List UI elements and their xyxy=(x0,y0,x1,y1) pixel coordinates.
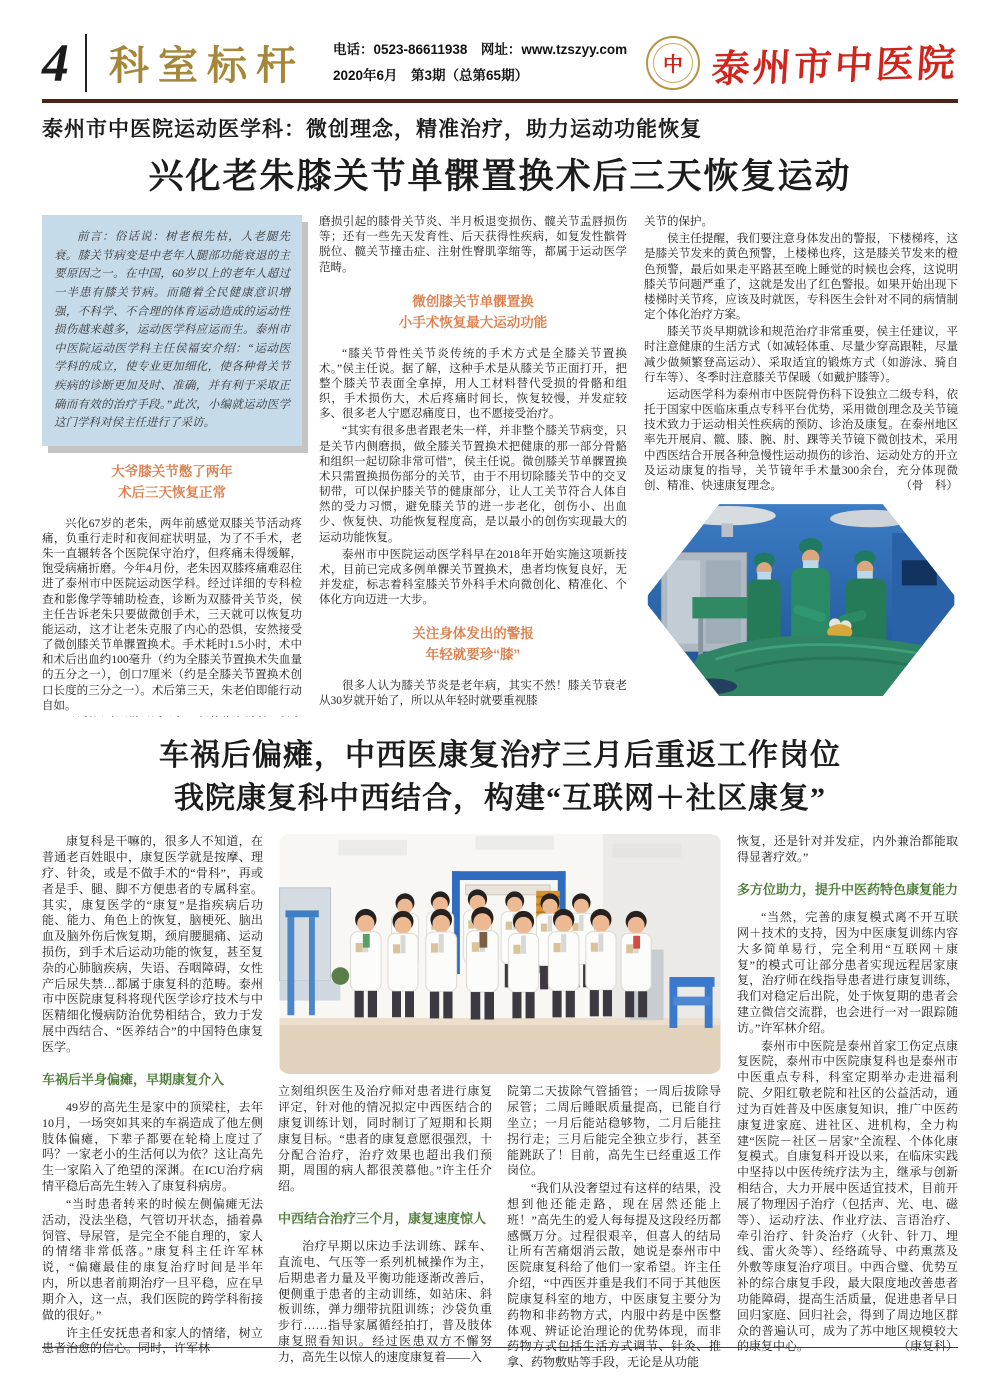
article-sports-medicine xyxy=(42,113,958,717)
article1-kicker: 泰州市中医院运动医学科：微创理念，精准治疗，助力运动功能恢复 xyxy=(42,118,702,141)
body-paragraph: 兴化67岁的老朱，两年前感觉双膝关节活动疼痛，负重行走时和夜间症状明显，为了不手术，老朱一直辗转各个医院保守治疗，但疼痛未得缓解，饱受病痛折磨。今年4月份，老朱因双膝疼痛难忍住进了泰州市中医院运动医学科。经过详细的专科检查和影像学等辅助检查，诊断为双膝骨关节炎，侯主任告诉老朱只要做微创手术，三天就可以恢复功能运动，这才让老朱克服了内心的恐惧，安然接受了微创膝关节单髁置换术。手术耗时1.5小时，术中和术后出血约100毫升（约为全膝关节置换术失血量的五分之一），创口7厘米（约是全膝关节置换术创口长度的三分之一）。术后第三天，朱老伯即能行动自如。 xyxy=(42,517,302,712)
preface-box: 前言：俗话说：树老根先枯，人老腿先衰。膝关节病变是中老年人腿部功能衰退的主要原因之一。在中国，60岁以上的老年人超过一半患有膝关节病。而随着全民健康意识增强，不科学、不合理的体育运动造成的运动性损伤越来越多，运动医学科应运而生。泰州市中医院运动医学科主任侯福安介绍：“运动医学科的成立，使专业更加细化，使各种骨关节疾病的诊断更加及时、准确，并有利于采取正确而有效的治疗手段。”此次，小编就运动医学这门学科对侯主任进行了采访。 xyxy=(42,215,302,446)
masthead-divider xyxy=(85,34,87,92)
section-subhead xyxy=(42,462,302,504)
body-paragraph: 运动医学科为泰州市中医院骨伤科下设独立二级专科，依托于国家中医临床重点专科平台优势，采用微创理念及关节镜技术致力于运动相关性疾病的预防、诊治及康复。在泰州地区率先开展肩、髋、膝、腕、肘、踝等关节镜下微创技术，采用中西医结合开展各种急慢性运动损伤的诊治、运动处方的开立及运动康复的指导，关节镜年手术量300余台，充分体现微创、精准、快速康复理念。 （骨 科） xyxy=(644,388,958,494)
article1-title: 兴化老朱膝关节单髁置换术后三天恢复运动 xyxy=(148,157,852,196)
article2-title xyxy=(42,735,958,820)
body-paragraph: 泰州市中医院是泰州首家工伤定点康复医院，泰州市中医院康复科也是泰州市中医重点专科，科室定期举办走进福利院、夕阳红敬老院和社区的公益活动，通过为百姓普及中医康复知识，推广中医药康复进家庭、进社区、进机构，全力构建“医院－社区－居家”全流程、个体化康复模式。自康复科开设以来，在临床实践中坚持以中医传统疗法为主，继承与创新相结合，大力开展中医适宜技术，目前开展了物理因子治疗（包括声、光、电、磁等）、运动疗法、作业疗法、言语治疗、牵引治疗、针灸治疗（火针、针刀、埋线、雷火灸等）、经络疏导、中药熏蒸及外敷等康复治疗项目。中西合璧、优势互补的综合康复手段，最大限度地改善患者功能障碍，提高生活质量，促进患者早日回归家庭、回归社会，得到了周边地区群众的普遍认可，成为了苏中地区规模较大的康复中心。 （康复科） xyxy=(737,1038,958,1354)
section-subhead xyxy=(42,1071,263,1089)
department-byline: （骨 科） xyxy=(900,479,958,492)
article-rehabilitation xyxy=(42,735,958,1379)
article2-column-4 xyxy=(737,834,958,1379)
subhead-line: 关注身体发出的警报 xyxy=(412,626,534,642)
article1-column-3-text xyxy=(644,215,958,494)
body-paragraph: 侯主任提醒，我们要注意身体发出的警报，下楼梯疼，这是膝关节发来的黄色预警，上楼梯也疼，这是膝关节发来的橙色预警，最后如果走平路甚至晚上睡觉的时候也会疼，这说明膝关节问题严重了，这就是发出了红色警报。如果开始出现下楼梯时关节疼，应该及时就医，专科医生会针对不同的病情制定个体化治疗方案。 xyxy=(644,233,958,322)
hospital-logo-icon xyxy=(646,36,700,90)
masthead xyxy=(42,0,958,95)
section-subhead xyxy=(278,1210,492,1228)
body-paragraph: 恢复，还是针对并发症，内外兼治都能取得显著疗效。” xyxy=(737,834,958,865)
page-bottom-rule xyxy=(42,1347,958,1348)
body-paragraph: 泰州市中医院运动医学科早在2018年开始实施这项新技术，目前已完成多例单髁关节置换术，患者均恢复良好，无并发症，标志着科室膝关节外科手术向微创化、精准化、个体化方向迈进一大步。 xyxy=(319,548,627,607)
body-paragraph: 许主任安抚患者和家人的情绪，树立患者治愈的信心。同时，许军林 xyxy=(42,1325,263,1356)
body-paragraph: “我们从没奢望过有这样的结果，没想到他还能走路，现在居然还能上班！”高先生的爱人每每提及这段经历都感慨万分。过程很艰辛，但喜人的结局让所有苦痛烟消云散，她说是泰州市中医院康复科给了他们一家希望。许主任介绍，“中西医并重是我们不同于其他医院康复科室的地方，中医康复主要分为药物和非药物方式，内服中药是中医整体观、辨证论治理论的优势体现，而非药物方式包括生活方式调节、针灸、推拿、药物敷贴等手段，无论是从功能 xyxy=(507,1181,721,1370)
article2-title-line2: 我院康复科中西结合，构建“互联网＋社区康复” xyxy=(174,781,826,815)
article2-middle-columns xyxy=(278,1084,722,1379)
department-byline: （康复科） xyxy=(897,1339,958,1354)
surgery-photo xyxy=(644,504,958,696)
body-paragraph: “当然，完善的康复模式离不开互联网＋技术的支持，因为中医康复训练内容大多简单易行，完全利用“互联网＋康复”的模式可让部分患者实现远程居家康复，治疗师在线指导患者进行康复训练，我们对稳定后出院，处于恢复期的患者会建立微信交流群，也会进行一对一跟踪随访。”许军林介绍。 xyxy=(737,910,958,1035)
subhead-line: 车祸后半身偏瘫，早期康复介入 xyxy=(42,1071,225,1087)
body-paragraph xyxy=(42,716,302,717)
article2-column-1 xyxy=(42,834,263,1379)
article2-column-2 xyxy=(278,1084,492,1379)
body-paragraph: 关节的保护。 xyxy=(644,216,713,228)
masthead-rule xyxy=(42,99,958,103)
article1-columns xyxy=(42,215,958,717)
body-paragraph: “当时患者转来的时候左侧偏瘫无法活动，没法坐稳，气管切开状态，插着鼻饲管、导尿管，是完全不能自理的，家人的情绪非常低落。”康复科主任许军林说，“偏瘫最佳的康复治疗时间是半年内，所以患者前期治疗一旦平稳，应在早期介入，这一点，我们医院的跨学科衔接做的很好。” xyxy=(42,1196,263,1322)
hospital-brand xyxy=(646,35,958,90)
article2-middle xyxy=(278,834,722,1379)
body-paragraph: 康复科是干嘛的，很多人不知道，在普通老百姓眼中，康复医学就是按摩、理疗、针灸，或是不做手术的“骨科”，再或者是手、腿、脚不方便患者的专属科室。其实，康复医学的“康复”是指疾病后功能、能力、角色上的恢复，脑梗死、脑出血及脑外伤后恢复期，颈肩腰腿痛、运动损伤，到手术后运动功能的恢复，甚至复杂的心肺脑疾病，失语、吞咽障碍，女性产后尿失禁…都属于康复科的范畴。泰州市中医院康复科将现代医学诊疗技术与中医精细化慢病防治优势相结合，致力于发展中西结合、“医养结合”的中国特色康复医学。 xyxy=(42,834,263,1054)
subhead-line: 多方位助力，提升中医药特色康复能力 xyxy=(737,881,958,897)
body-paragraph: 磨损引起的膝骨关节炎、半月板退变损伤、髋关节盂唇损伤等；还有一些先天发育性、后天获得性疾病，如复发性髌骨脱位、髋关节撞击症、注射性臀肌挛缩等，都属于运动医学范畴。 xyxy=(319,216,627,274)
section-subhead xyxy=(319,292,627,334)
article2-column-3 xyxy=(507,1084,721,1379)
subhead-line: 中西结合治疗三个月，康复速度惊人 xyxy=(278,1210,487,1226)
subhead-line: 大爷膝关节憋了两年 xyxy=(111,463,233,479)
section-title: 科室标杆 xyxy=(109,43,305,88)
body-paragraph: 很多人认为膝关节炎是老年病，其实不然！膝关节衰老从30岁就开始了，所以从年轻时就要重视膝 xyxy=(319,680,627,708)
team-photo xyxy=(278,834,722,1074)
hospital-logo-glyph: 中 xyxy=(653,43,693,83)
hospital-name: 泰州市中医院 xyxy=(710,42,960,92)
body-paragraph: 膝关节炎早期就诊和规范治疗非常重要，侯主任建议，平时注意健康的生活方式（如减轻体重、尽量少穿高跟鞋，尽量减少做频繁登高运动）、采取适宜的锻炼方式（如游泳、骑自行车等）、冬季时注意膝关节保暖（如戴护膝等）。 xyxy=(644,326,958,384)
page-number: 4 xyxy=(42,32,69,93)
subhead-line: 微创膝关节单髁置换 xyxy=(412,293,534,309)
issue-line: 2020年6月 第3期（总第65期） xyxy=(333,67,529,83)
article2-title-line1: 车祸后偏瘫，中西医康复治疗三月后重返工作岗位 xyxy=(159,739,841,772)
subhead-line: 年轻就要珍“膝” xyxy=(425,647,521,663)
section-subhead xyxy=(737,881,958,899)
article1-column-1 xyxy=(42,215,302,717)
section-subhead xyxy=(319,624,627,666)
article1-column-1-text xyxy=(42,462,302,717)
article2-columns xyxy=(42,834,958,1379)
body-paragraph: 治疗早期以床边手法训练、踩车、直流电、气压等一系列机械操作为主，后期患者力量及平衡功能逐渐改善后，便侧重于患者的主动训练，如站床、斜板训练，弹力绷带抗阻训练；沙袋负重步行……指导家属循经拍打，普及肢体康复照看知识。经过医患双方不懈努力，高先生以惊人的速度康复着——入 xyxy=(278,1239,492,1364)
article1-column-3 xyxy=(644,215,958,717)
article1-column-2 xyxy=(319,215,627,717)
body-paragraph: “膝关节骨性关节炎传统的手术方式是全膝关节置换术。”侯主任说。据了解，这种手术是从膝关节正面打开，把整个膝关节表面全拿掉，用人工材料替代受损的骨骼和组织，手术损伤大，术后疼痛时间长，恢复较慢，并发症较多、很多老人宁愿忍痛度日，也不愿接受治疗。 xyxy=(319,347,627,421)
subhead-line: 小手术恢复最大运动功能 xyxy=(398,314,548,330)
contact-line: 电话：0523-86611938 网址：www.tzszyy.com xyxy=(333,41,628,57)
body-paragraph: “其实有很多患者跟老朱一样，并非整个膝关节病变，只是关节内侧磨损，做全膝关节置换术把健康的那一部分骨骼和组织一起切除非常可惜”，侯主任说。微创膝关节单髁置换术只需置换损伤部分的关节，由于不用切除膝关节中的交叉韧带，可以保护膝关节的健康部分，让人工关节符合人体自然的受力习惯，避免膝关节的进一步老化，创伤小、出血少、恢复快、功能恢复程度高，是以最小的创伤实现最大的运动功能恢复。 xyxy=(319,425,627,544)
body-paragraph: 49岁的高先生是家中的顶梁柱，去年10月，一场突如其来的车祸造成了他左侧肢体偏瘫，下辈子都要在轮椅上度过了吗？一家老小的生活何以为依？这让高先生一家陷入了绝望的深渊。在ICU治疗病情平稳后高先生转入了康复科病房。 xyxy=(42,1099,263,1194)
subhead-line: 术后三天恢复正常 xyxy=(118,484,226,500)
masthead-contact xyxy=(333,37,627,88)
body-paragraph: 院第二天拔除气管插管；一周后拔除导尿管；二周后睡眠质量提高，已能自行坐立；一月后能站稳够物，二月后能拄拐行走；三月后能完全独立步行，甚至能跳跃了！目前，高先生已经重返工作岗位。 xyxy=(507,1084,721,1178)
body-paragraph: 立刻组织医生及治疗师对患者进行康复评定，针对他的情况拟定中西医结合的康复训练计划，同时制订了短期和长期康复目标。“患者的康复意愿很强烈，十分配合治疗，治疗效果也超出我们预期，周围的病人都很羡慕他。”许主任介绍。 xyxy=(278,1084,492,1194)
